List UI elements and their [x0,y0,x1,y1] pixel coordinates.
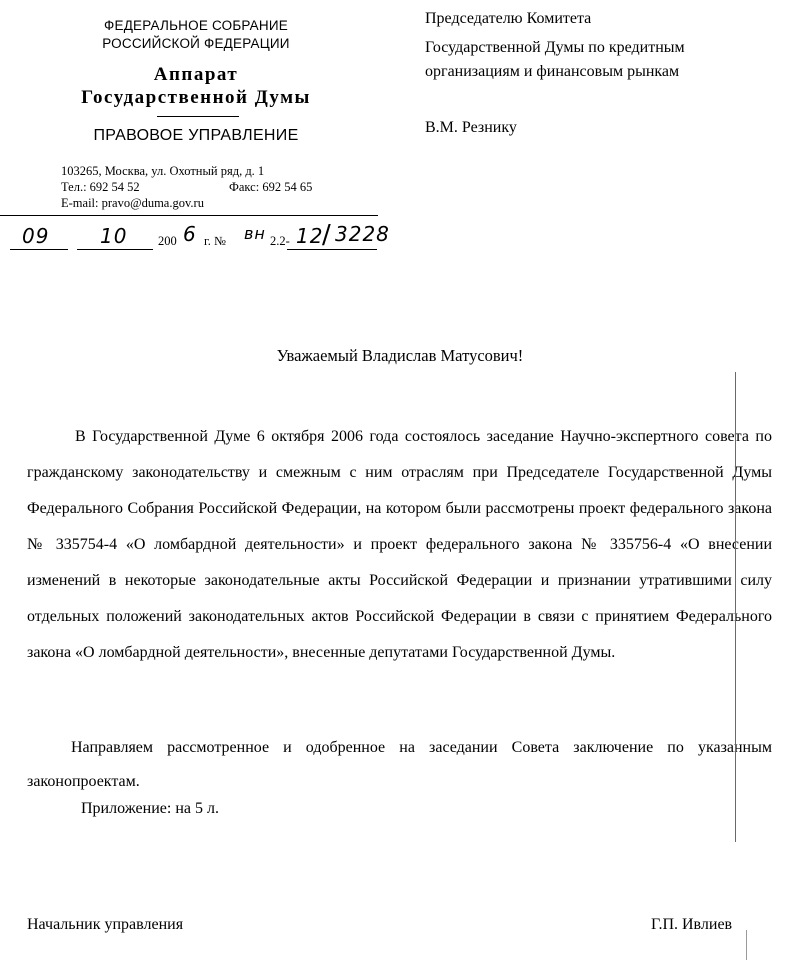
registration-month: 10 [100,224,128,248]
scan-fold-line [735,372,736,842]
registration-slash: / [322,220,332,250]
registration-day-underline [10,249,68,250]
registration-year-digit: 6 [183,222,197,246]
body-paragraph-1: В Государственной Думе 6 октября 2006 года состоялось заседание Научно-экспертного совета по гражданскому законодательству и смежным с ним отраслям при Председателе Государственной Думы Федерального Собрания Российской Федерации, на котором были рассмотрены проект федерального закона № 335754-4 «О ломбардной деятельности» и проект федерального закона № 335756-4 «О внесении изменений в некоторые законодательные акты Российской Федерации и признании утратившими силу отдельных положений законодательных актов Российской Федерации в связи с принятием Федерального закона «О ломбардной деятельности», внесенные депутатами Государственной Думы. [27,428,772,661]
letterhead-org-line1: ФЕДЕРАЛЬНОЕ СОБРАНИЕ [104,18,288,33]
letterhead-address: 103265, Москва, ул. Охотный ряд, д. 1 [61,164,265,178]
letterhead-phone: Тел.: 692 54 52 [61,180,140,194]
scan-fold-line-bottom [746,930,747,960]
letterhead-apparat-line2: Государственной Думы [81,87,311,108]
letterhead-fax: Факс: 692 54 65 [229,180,313,194]
letterhead-org-line2: РОССИЙСКОЙ ФЕДЕРАЦИИ [102,36,290,51]
letterhead-apparat-line1: Аппарат [153,64,239,85]
letterhead-email: E-mail: pravo@duma.gov.ru [61,196,204,210]
appendix-note: Приложение: на 5 л. [81,800,219,817]
registration-top-rule [0,215,378,216]
addressee-line1: Председателю Комитета [425,10,592,27]
registration-year-prefix: 200 [158,234,177,248]
registration-number-printed: 2.2- [270,234,290,248]
addressee-name: В.М. Резнику [425,119,517,136]
signatory-name: Г.П. Ивлиев [651,916,733,933]
letterhead-department: ПРАВОВОЕ УПРАВЛЕНИЕ [93,127,299,144]
registration-month-underline [77,249,153,250]
addressee-line2: Государственной Думы по кредитным [425,39,685,56]
registration-number-underline [287,249,377,250]
registration-prefix-handwritten: вн [244,224,266,243]
registration-number-sign: г. № [204,234,226,248]
signatory-title: Начальник управления [27,916,184,933]
registration-number-part1: 12 [296,224,324,248]
addressee-line3: организациям и финансовым рынкам [425,63,680,80]
registration-number-part2: 3228 [335,222,390,246]
registration-day: 09 [22,224,50,248]
letterhead-divider [157,116,239,117]
body-paragraph-2: Направляем рассмотренное и одобренное на заседании Совета заключение по указанным законопроектам. [27,739,772,790]
salutation: Уважаемый Владислав Матусович! [276,346,524,365]
